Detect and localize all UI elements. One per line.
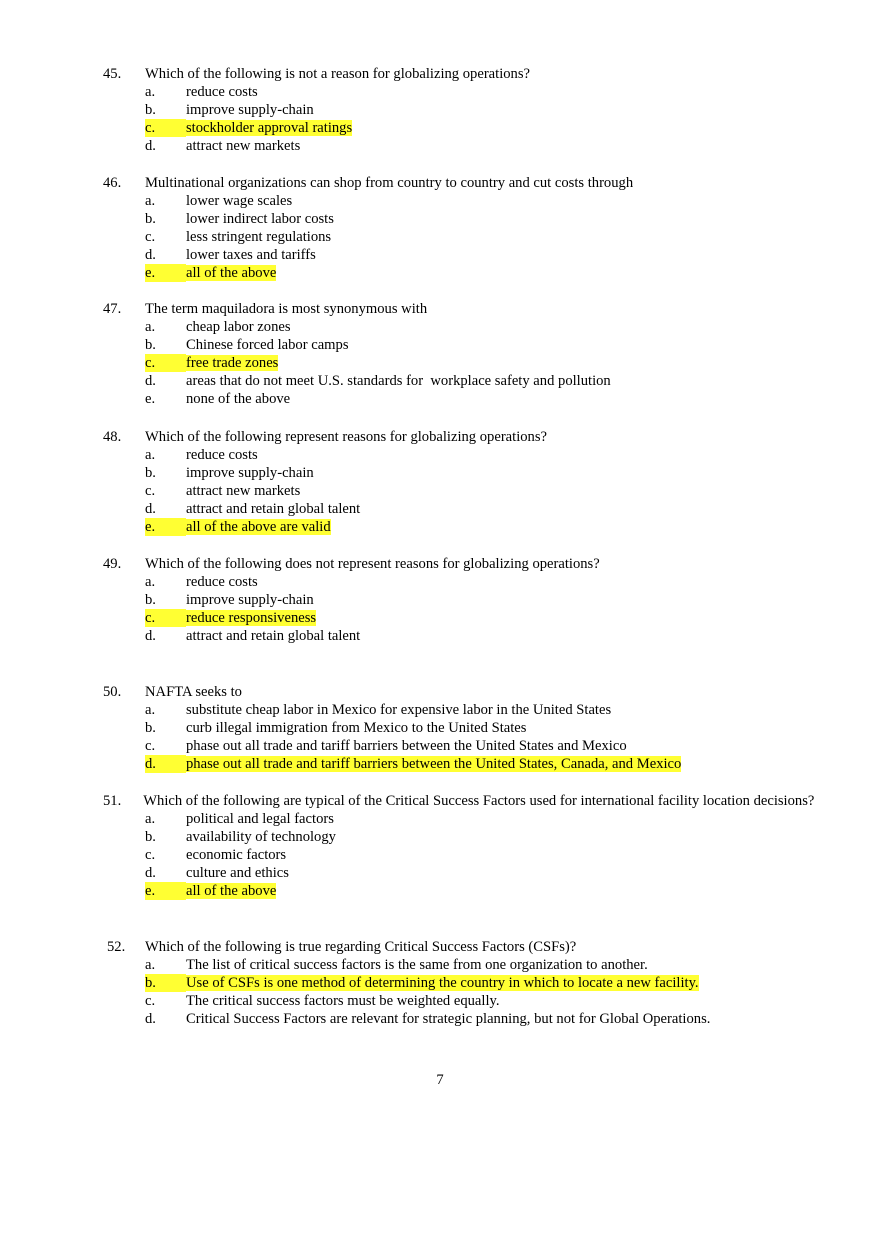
option-letter: b. (145, 720, 156, 736)
option-letter: c. (145, 354, 186, 372)
option-text: Chinese forced labor camps (186, 337, 349, 353)
answer-option (103, 482, 823, 500)
option-letter: e. (145, 882, 186, 900)
option-letter: b. (145, 829, 156, 845)
option-text: stockholder approval ratings (186, 120, 353, 136)
page-number: 7 (436, 1072, 444, 1088)
option-text: attract and retain global talent (186, 628, 361, 644)
option-text: none of the above (186, 391, 291, 407)
answer-option (103, 192, 823, 210)
answer-option (103, 864, 823, 882)
option-letter: d. (145, 373, 156, 389)
question-48 (103, 428, 823, 536)
question-51 (103, 792, 823, 900)
answer-option-highlighted (103, 609, 823, 627)
question-stem (103, 300, 823, 318)
answer-option (103, 246, 823, 264)
answer-option-highlighted (103, 755, 823, 773)
question-text: Which of the following are typical of the Critical Success Factors used for international facility location decisions? (143, 793, 815, 809)
option-text: curb illegal immigration from Mexico to the United States (186, 720, 527, 736)
option-text: all of the above are valid (186, 519, 331, 535)
question-50 (103, 683, 823, 773)
option-letter: a. (145, 319, 156, 335)
question-stem (103, 65, 823, 83)
question-number: 45. (103, 66, 122, 82)
question-49 (103, 555, 823, 645)
answer-option-highlighted (103, 264, 823, 282)
option-letter: d. (145, 755, 186, 773)
option-letter: b. (145, 465, 156, 481)
option-text: political and legal factors (186, 811, 334, 827)
option-text: improve supply-chain (186, 592, 314, 608)
answer-option-highlighted (103, 882, 823, 900)
option-letter: c. (145, 738, 156, 754)
option-text: improve supply-chain (186, 102, 314, 118)
option-letter: a. (145, 702, 156, 718)
option-text: phase out all trade and tariff barriers between the United States and Mexico (186, 738, 627, 754)
answer-option (103, 810, 823, 828)
option-letter: c. (145, 993, 156, 1009)
option-letter: e. (145, 518, 186, 536)
option-letter: c. (145, 609, 186, 627)
question-47 (103, 300, 823, 408)
option-letter: a. (145, 447, 156, 463)
answer-option (103, 83, 823, 101)
option-letter: a. (145, 84, 156, 100)
question-52 (103, 938, 823, 1028)
question-stem (103, 792, 823, 810)
option-text: all of the above (186, 883, 277, 899)
option-letter: a. (145, 811, 156, 827)
answer-option (103, 1010, 823, 1028)
option-letter: a. (145, 957, 156, 973)
option-text: reduce responsiveness (186, 610, 317, 626)
answer-option-highlighted (103, 119, 823, 137)
answer-option (103, 390, 823, 408)
option-text: The list of critical success factors is the same from one organization to another. (186, 957, 648, 973)
option-text: cheap labor zones (186, 319, 291, 335)
question-number: 50. (103, 684, 122, 700)
answer-option (103, 591, 823, 609)
answer-option (103, 101, 823, 119)
option-text: phase out all trade and tariff barriers between the United States, Canada, and Mexico (186, 756, 682, 772)
answer-option-highlighted (103, 354, 823, 372)
option-letter: b. (145, 102, 156, 118)
question-stem (103, 555, 823, 573)
question-text: The term maquiladora is most synonymous with (145, 301, 428, 317)
option-letter: d. (145, 1011, 156, 1027)
answer-option (103, 573, 823, 591)
question-number: 52. (107, 939, 126, 955)
question-number: 49. (103, 556, 122, 572)
question-number: 46. (103, 175, 122, 191)
option-letter: b. (145, 592, 156, 608)
question-stem (103, 938, 823, 956)
question-stem (103, 174, 823, 192)
answer-option (103, 336, 823, 354)
option-letter: d. (145, 247, 156, 263)
option-letter: d. (145, 628, 156, 644)
option-text: lower indirect labor costs (186, 211, 334, 227)
answer-option (103, 828, 823, 846)
option-text: reduce costs (186, 447, 258, 463)
option-text: reduce costs (186, 84, 258, 100)
option-text: attract new markets (186, 483, 301, 499)
option-text: areas that do not meet U.S. standards for workplace safety and pollution (186, 373, 611, 389)
answer-option (103, 992, 823, 1010)
option-text: less stringent regulations (186, 229, 332, 245)
question-stem (103, 683, 823, 701)
question-text: Which of the following represent reasons for globalizing operations? (145, 429, 548, 445)
option-text: culture and ethics (186, 865, 289, 881)
option-letter: d. (145, 138, 156, 154)
option-text: attract and retain global talent (186, 501, 361, 517)
question-46 (103, 174, 823, 282)
answer-option (103, 372, 823, 390)
option-text: substitute cheap labor in Mexico for expensive labor in the United States (186, 702, 612, 718)
option-letter: c. (145, 847, 156, 863)
option-letter: e. (145, 391, 156, 407)
answer-option-highlighted (103, 518, 823, 536)
option-letter: c. (145, 483, 156, 499)
answer-option-highlighted (103, 974, 823, 992)
answer-option (103, 500, 823, 518)
question-number: 47. (103, 301, 122, 317)
option-text: Critical Success Factors are relevant for strategic planning, but not for Global Operations. (186, 1011, 711, 1027)
answer-option (103, 210, 823, 228)
answer-option (103, 228, 823, 246)
option-text: reduce costs (186, 574, 258, 590)
option-letter: a. (145, 193, 156, 209)
option-letter: a. (145, 574, 156, 590)
option-text: improve supply-chain (186, 465, 314, 481)
option-letter: b. (145, 211, 156, 227)
option-text: lower wage scales (186, 193, 293, 209)
answer-option (103, 719, 823, 737)
option-text: Use of CSFs is one method of determining the country in which to locate a new facility. (186, 975, 699, 991)
question-number: 51. (103, 793, 122, 809)
option-letter: e. (145, 264, 186, 282)
answer-option (103, 737, 823, 755)
answer-option (103, 627, 823, 645)
option-letter: d. (145, 501, 156, 517)
option-text: availability of technology (186, 829, 336, 845)
option-text: all of the above (186, 265, 277, 281)
option-letter: d. (145, 865, 156, 881)
option-text: The critical success factors must be weighted equally. (186, 993, 500, 1009)
question-text: Which of the following is true regarding Critical Success Factors (CSFs)? (145, 939, 577, 955)
option-letter: b. (145, 337, 156, 353)
option-text: free trade zones (186, 355, 279, 371)
question-text: NAFTA seeks to (145, 684, 242, 700)
answer-option (103, 137, 823, 155)
answer-option (103, 446, 823, 464)
question-stem (103, 428, 823, 446)
answer-option (103, 318, 823, 336)
question-text: Which of the following does not represent reasons for globalizing operations? (145, 556, 600, 572)
question-number: 48. (103, 429, 122, 445)
answer-option (103, 701, 823, 719)
answer-option (103, 464, 823, 482)
question-text: Multinational organizations can shop from country to country and cut costs through (145, 175, 634, 191)
option-letter: c. (145, 229, 156, 245)
option-text: economic factors (186, 847, 287, 863)
answer-option (103, 846, 823, 864)
question-45 (103, 65, 823, 155)
option-text: lower taxes and tariffs (186, 247, 316, 263)
answer-option (103, 956, 823, 974)
question-text: Which of the following is not a reason for globalizing operations? (145, 66, 531, 82)
option-letter: b. (145, 974, 186, 992)
option-text: attract new markets (186, 138, 301, 154)
option-letter: c. (145, 119, 186, 137)
